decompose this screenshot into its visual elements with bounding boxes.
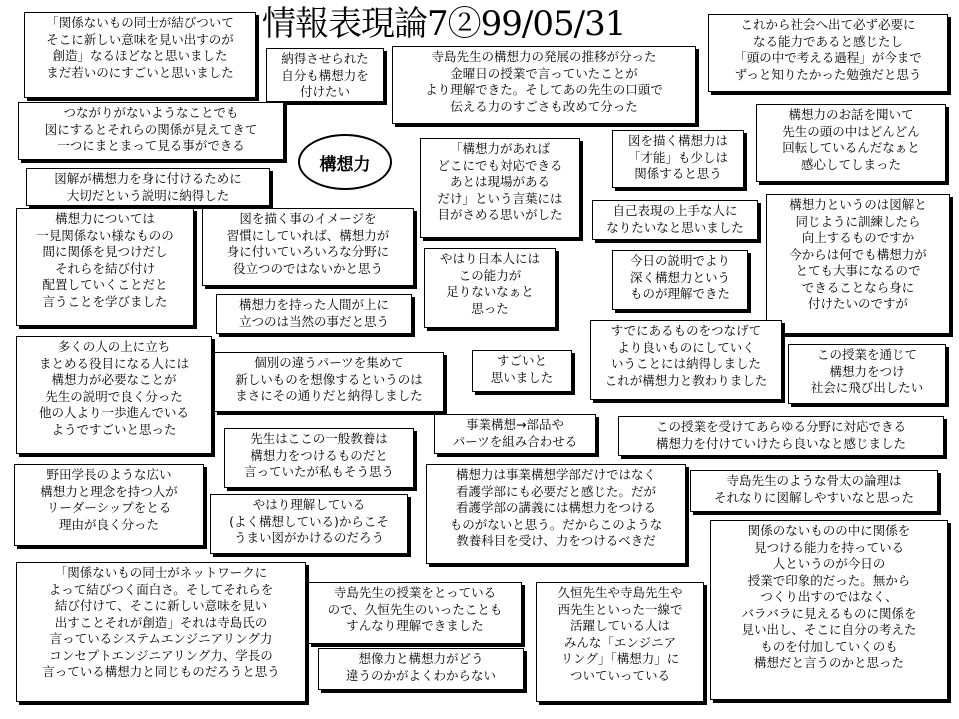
comment-box: 自己表現の上手な人に なりたいなと思いました xyxy=(592,200,758,240)
comment-box: すでにあるものをつなげて より良いものにしていく いうことには納得しました これが構想力と教わりました xyxy=(590,320,782,400)
comment-box: 事業構想→部品や パーツを組み合わせる xyxy=(434,414,596,454)
comment-box: やはり理解している (よく構想している)からこそ うまい図がかけるのだろう xyxy=(210,494,408,554)
center-label: 構想力 xyxy=(319,154,371,175)
comment-box: 想像力と構想力がどう 違うのかがよくわからない xyxy=(318,648,524,690)
comment-box: すごいと 思いました xyxy=(472,350,572,392)
comment-box: 納得させられた 自分も構想力を 付けたい xyxy=(266,48,384,102)
comment-box: 構想力のお話を聞いて 先生の頭の中はどんどん 回転しているんだなぁと 感心してしまった xyxy=(756,104,946,182)
page-title: 情報表現論7②99/05/31 xyxy=(262,4,626,44)
comment-box: 個別の違うパーツを集めて 新しいものを想像するというのは まさにその通りだと納得しました xyxy=(214,352,444,412)
comment-box: 先生はここの一般教養は 構想力をつけるものだと 言っていたが私もそう思う xyxy=(224,428,414,488)
comment-box: 今日の説明でより 深く構想力という ものが理解できた xyxy=(612,250,748,310)
comment-box: 「関係ないもの同士が結びついて そこに新しい意味を見い出すのが 創造」なるほどなと思いました まだ若いのにすごいと思いました xyxy=(24,12,256,98)
comment-box: この授業を受けてあらゆる分野に対応できる 構想力を付けていけたら良いなと感じました xyxy=(618,416,944,456)
comment-box: 図解が構想力を身に付けるために 大切だという説明に納得した xyxy=(26,168,270,206)
comment-box: やはり日本人には この能力が 足りないなぁと 思った xyxy=(424,248,556,328)
comment-box: 構想力を持った人間が上に 立つのは当然の事だと思う xyxy=(216,294,412,334)
comment-box: 寺島先生の構想力の発展の推移が分った 金曜日の授業で言っていたことが より理解できた。そしてあの先生の口頭で 伝える力のすごさも改めて分った xyxy=(392,46,696,124)
comment-box: 図を描く構想力は 「才能」も少しは 関係すると思う xyxy=(612,130,744,188)
comment-box: 構想力については 一見関係ない様なものの 間に関係を見つけだし それらを結び付け 配置していくことだと 言うことを学びました xyxy=(16,208,194,326)
comment-box: つながりがないようなことでも 図にするとそれらの関係が見えてきて 一つにまとまって見る事ができる xyxy=(18,102,284,160)
comment-box: 野田学長のような広い 構想力と理念を持つ人が リーダーシップをとる 理由が良く分った xyxy=(14,464,204,546)
comment-box: 多くの人の上に立ち まとめる役目になる人には 構想力が必要なことが 先生の説明で良く分った 他の人より一歩進んでいる ようですごいと思った xyxy=(16,336,212,454)
comment-box: 図を描く事のイメージを 習慣にしていれば、構想力が 身に付いていろいろな分野に 役立つのではないかと思う xyxy=(202,208,414,286)
comment-box: 構想力は事業構想学部だけではなく 看護学部にも必要だと感じた。だが 看護学部の講義には構想力をつける ものがないと思う。だからこのような 教養科目を受け、力をつけるべきだ xyxy=(426,464,686,564)
comment-box: 寺島先生のような骨太の論理は それなりに図解しやすいなと思った xyxy=(690,470,938,512)
comment-box: 構想力というのは図解と 同じように訓練したら 向上するものですか 今からは何でも構想力が とても大事になるので できることなら身に 付けたいのですが xyxy=(766,194,950,334)
comment-box: 「関係ないもの同士がネットワークに よって結びつく面白さ。そしてそれらを 結び付けて、そこに新しい意味を見い 出すことそれが創造」それは寺島氏の 言っているシステムエンジニアリング力 コンセプトエンジニアリング力、学長の 言っている構想力と同じものだろうと思う xyxy=(16,562,306,702)
comment-box: 寺島先生の授業をとっている ので、久恒先生のいったことも すんなり理解できました xyxy=(308,582,522,644)
comment-box: 関係のないものの中に関係を 見つける能力を持っている 人というのが今日の 授業で印象的だった。無から つくり出すのではなく、 バラバラに見えるものに関係を 見い出し、そこに自分の考えた ものを付加していくのも 構想だと言うのかと思った xyxy=(710,520,948,700)
comment-box: 「構想力があれば どこにでも対応できる あとは現場がある だけ」という言葉には 目がさめる思いがした xyxy=(420,138,580,238)
comment-box: この授業を通じて 構想力をつけ 社会に飛び出したい xyxy=(788,344,946,404)
comment-box: 久恒先生や寺島先生や 西先生といった一線で 活躍している人は みんな「エンジニア リング」「構想力」に ついていっている xyxy=(536,582,704,702)
center-label-oval xyxy=(298,134,392,190)
comment-box: これから社会へ出て必ず必要に なる能力であると感じたし 「頭の中で考える過程」が今まで ずっと知りたかった勉強だと思う xyxy=(708,14,948,92)
